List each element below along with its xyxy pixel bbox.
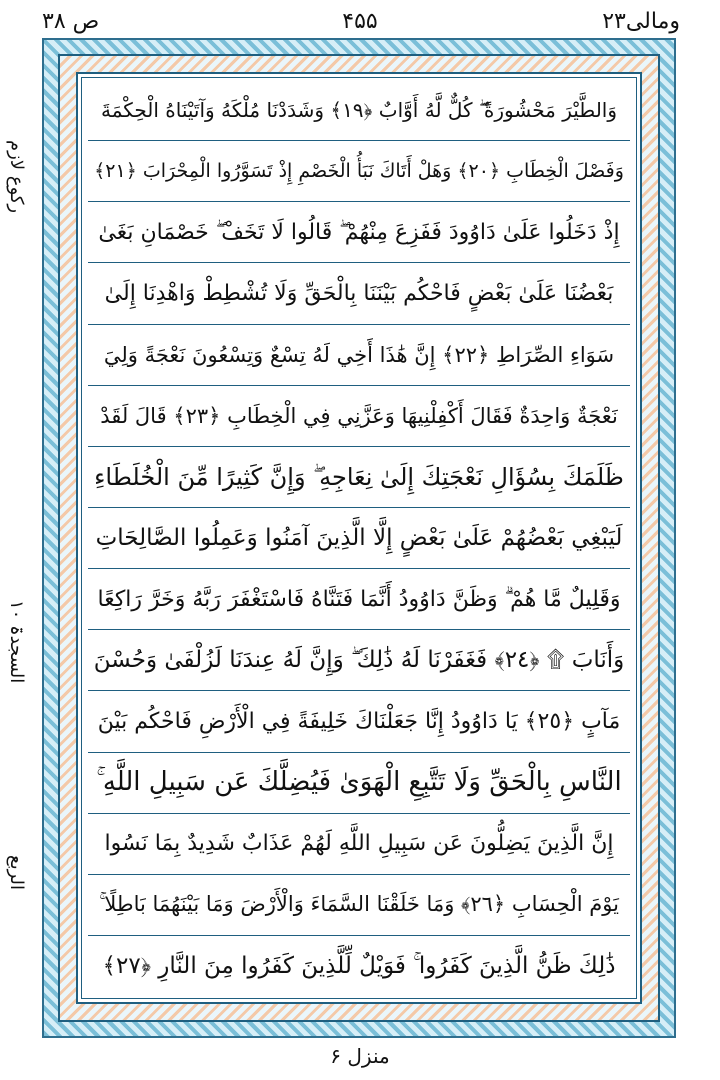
verse-line: مَآبٍ ﴿٢٥﴾ يَا دَاوُودُ إِنَّا جَعَلْنَاكَ خَلِيفَةً فِي الْأَرْضِ فَاحْكُم بَيْنَ xyxy=(88,691,630,752)
verse-line: ذَٰلِكَ ظَنُّ الَّذِينَ كَفَرُوا ۚ فَوَيْلٌ لِّلَّذِينَ كَفَرُوا مِنَ النَّارِ ﴿٢٧﴾ xyxy=(102,953,616,980)
verse-line: النَّاسِ بِالْحَقِّ وَلَا تَتَّبِعِ الْهَوَىٰ فَيُضِلَّكَ عَن سَبِيلِ اللَّهِ ۚ xyxy=(88,753,630,814)
verse-line: وَأَنَابَ ۩ ﴿٢٤﴾ فَغَفَرْنَا لَهُ ذَٰلِكَ ۖ وَإِنَّ لَهُ عِندَنَا لَزُلْفَىٰ وَحُسْنَ xyxy=(88,630,630,691)
juz-indicator: ومالی۲۳ xyxy=(602,9,680,34)
surah-indicator: ص ۳۸ xyxy=(42,9,100,34)
margin-sajda-note: السجدۃ ۱۰ xyxy=(6,600,27,684)
verse-line: يَوْمَ الْحِسَابِ ﴿٢٦﴾ وَمَا خَلَقْنَا السَّمَاءَ وَالْأَرْضَ وَمَا بَيْنَهُمَا بَاطِلًا ۚ xyxy=(88,875,630,936)
margin-ruku-note: رکوع لازم xyxy=(6,140,27,214)
page-number: ۴۵۵ xyxy=(342,9,378,34)
verse-line: لَيَبْغِي بَعْضُهُمْ عَلَىٰ بَعْضٍ إِلَّا الَّذِينَ آمَنُوا وَعَمِلُوا الصَّالِحَاتِ xyxy=(88,508,630,569)
verse-line: سَوَاءِ الصِّرَاطِ ﴿٢٢﴾ إِنَّ هَٰذَا أَخِي لَهُ تِسْعٌ وَتِسْعُونَ نَعْجَةً وَلِيَ xyxy=(88,325,630,386)
text-panel xyxy=(76,72,642,1004)
manzil-footer: منزل ۶ xyxy=(330,1044,390,1068)
verse-line: نَعْجَةٌ وَاحِدَةٌ فَقَالَ أَكْفِلْنِيهَا وَعَزَّنِي فِي الْخِطَابِ ﴿٢٣﴾ قَالَ لَقَدْ xyxy=(88,386,630,447)
margin-rub-note: الربع xyxy=(6,855,27,891)
verse-lines xyxy=(88,80,630,996)
verse-line: إِذْ دَخَلُوا عَلَىٰ دَاوُودَ فَفَزِعَ مِنْهُمْ ۖ قَالُوا لَا تَخَفْ ۖ خَصْمَانِ بَغَىٰ xyxy=(88,202,630,263)
page-border xyxy=(42,38,676,1038)
verse-line: وَفَصْلَ الْخِطَابِ ﴿٢٠﴾ وَهَلْ أَتَاكَ نَبَأُ الْخَصْمِ إِذْ تَسَوَّرُوا الْمِحْرَابَ ﴿٢١﴾ xyxy=(88,141,630,202)
verse-line: وَقَلِيلٌ مَّا هُمْ ۗ وَظَنَّ دَاوُودُ أَنَّمَا فَتَنَّاهُ فَاسْتَغْفَرَ رَبَّهُ وَخَرَّ رَاكِعًا xyxy=(88,569,630,630)
verse-line: وَالطَّيْرَ مَحْشُورَةً ۖ كُلٌّ لَّهُ أَوَّابٌ ﴿١٩﴾ وَشَدَدْنَا مُلْكَهُ وَآتَيْنَاهُ الْحِكْمَةَ xyxy=(88,80,630,141)
verse-line: ظَلَمَكَ بِسُؤَالِ نَعْجَتِكَ إِلَىٰ نِعَاجِهِ ۖ وَإِنَّ كَثِيرًا مِّنَ الْخُلَطَاءِ xyxy=(88,447,630,508)
border-pattern xyxy=(58,54,660,1022)
verse-line: إِنَّ الَّذِينَ يَضِلُّونَ عَن سَبِيلِ اللَّهِ لَهُمْ عَذَابٌ شَدِيدٌ بِمَا نَسُوا xyxy=(88,814,630,875)
verse-line: بَعْضُنَا عَلَىٰ بَعْضٍ فَاحْكُم بَيْنَنَا بِالْحَقِّ وَلَا تُشْطِطْ وَاهْدِنَا إِلَىٰ xyxy=(88,263,630,324)
